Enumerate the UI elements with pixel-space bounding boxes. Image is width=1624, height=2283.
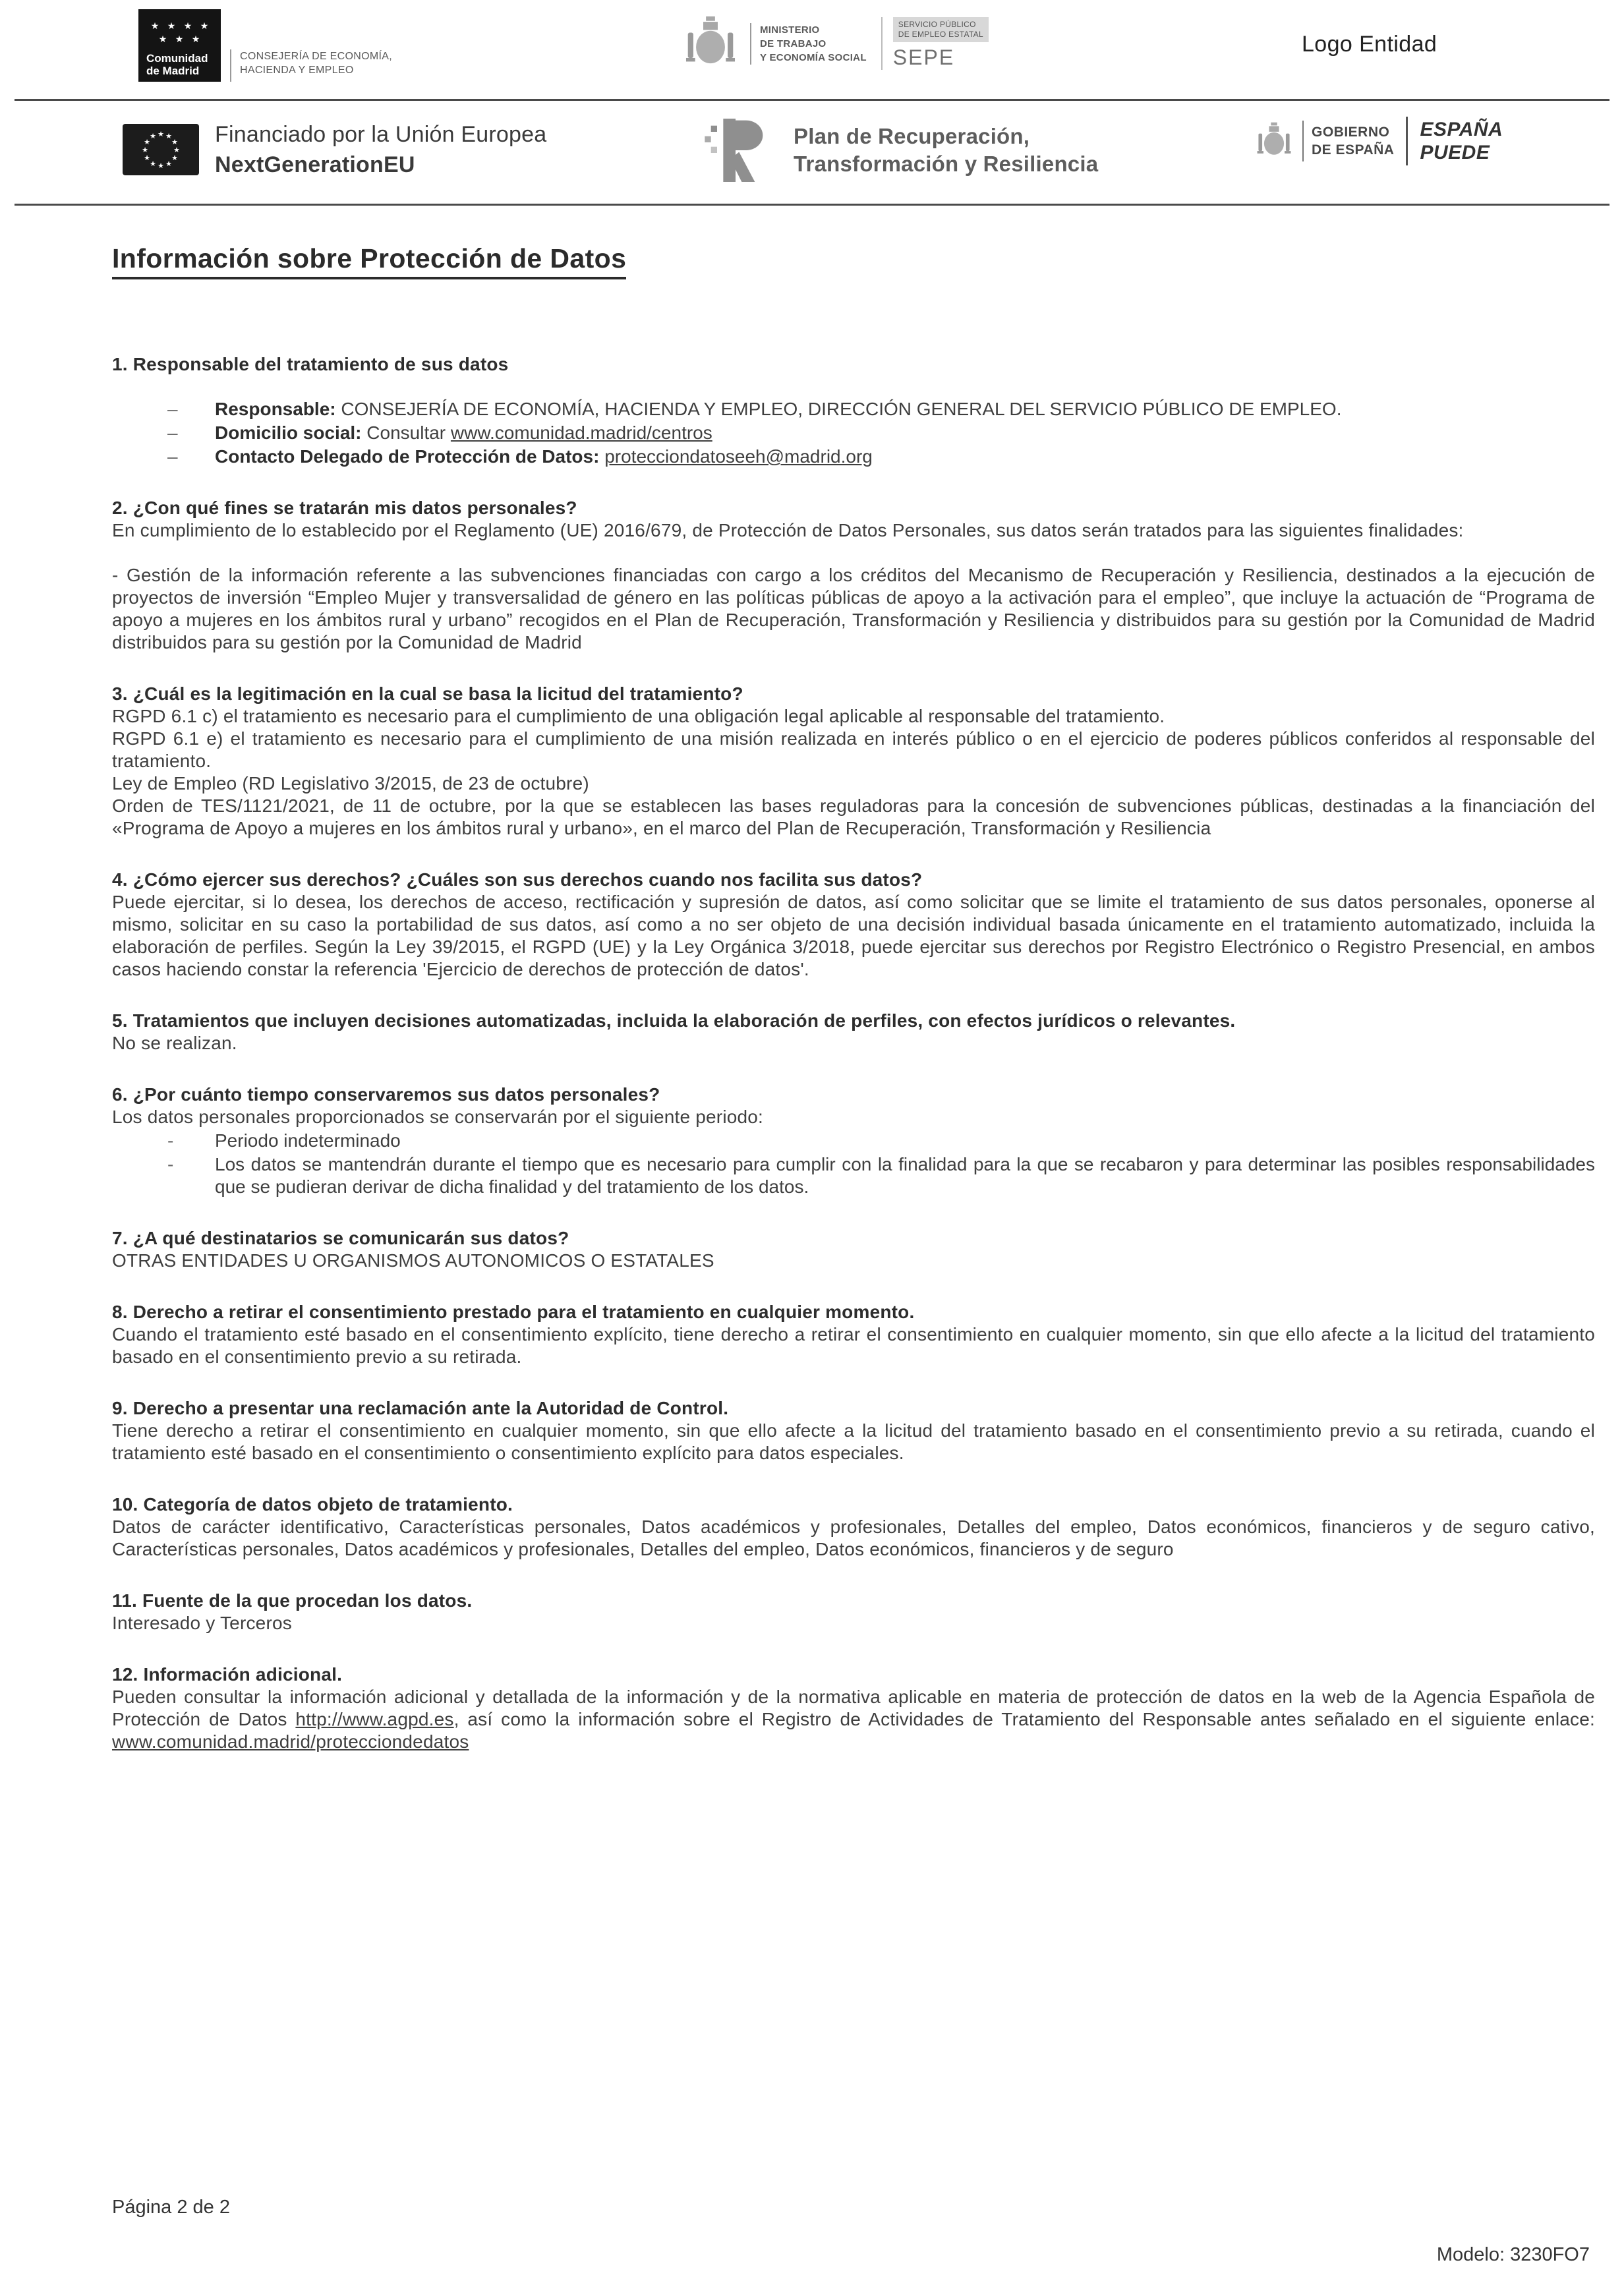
sepe-tag-line2: DE EMPLEO ESTATAL [898,30,983,39]
sepe-wordmark: SEPE [892,45,955,69]
svg-text:★: ★ [183,20,192,31]
header-band [0,0,1624,99]
section-6 [112,1084,1595,1198]
eu-funding-line1: Financiado por la Unión Europea [215,122,547,147]
prtr-line1: Plan de Recuperación, [794,124,1030,148]
section-12-paragraph-1: Pueden consultar la información adicional y detallada de la información y de la normativa aplicable en materia de protección de datos en la web de la Agencia Española de Protección de Datos http://www.agpd.es, así como la información sobre el Registro de Actividades de Tratamiento del Responsable antes señalado en el siguiente enlace: www.comunidad.madrid/protecciondedatos [112,1686,1595,1752]
section-2-paragraph-1: En cumplimiento de lo establecido por el Reglamento (UE) 2016/679, de Protección de Datos Personales, sus datos serán tratados para las siguientes finalidades: [112,519,1464,540]
gobierno-label [1302,121,1406,161]
section-3-paragraph-4: Orden de TES/1121/2021, de 11 de octubre, por la que se establecen las bases reguladoras para la concesión de subvenciones públicas, destinadas a la financiación del «Programa de Apoyo a mujeres en los ámbitos rural y urbano», en el marco del Plan de Recuperación, Transformación y Resiliencia [112,795,1595,838]
section-9-paragraph-1: Tiene derecho a retirar el consentimiento en cualquier momento, sin que ello afecte a la licitud del tratamiento basado en el consentimiento previo a su retirada, cuando el tratamiento esté basado en el consentimiento o consentimiento explícito para datos especiales. [112,1420,1595,1463]
prtr-tr-icon [704,114,783,187]
svg-text:★: ★ [144,138,150,146]
section-10-heading: 10. Categoría de datos objeto de tratamiento. [112,1493,513,1515]
section-4-heading: 4. ¿Cómo ejercer sus derechos? ¿Cuáles son sus derechos cuando nos facilita sus datos? [112,869,923,890]
section-3-paragraph-1: RGPD 6.1 c) el tratamiento es necesario para el cumplimiento de una obligación legal aplicable al responsable del tratamiento. [112,705,1165,726]
gobierno-coat-of-arms-icon [1252,121,1296,161]
svg-text:★: ★ [158,34,167,44]
madrid-name-line1: Comunidad [146,52,208,65]
sepe-service-label [893,17,989,42]
agpd-link[interactable]: http://www.agpd.es [295,1708,454,1729]
list-item-domicilio [112,422,1595,444]
section-3 [112,683,1595,840]
section-8-paragraph-1: Cuando el tratamiento esté basado en el consentimiento explícito, tiene derecho a retirar el consentimiento en cualquier momento, sin que ello afecte a la licitud del tratamiento basado en el consentimiento previo a su retirada. [112,1323,1595,1367]
ministry-label [750,23,867,65]
section-8 [112,1301,1595,1368]
domicilio-label: Domicilio social: [215,422,362,443]
list-item-periodo [112,1130,1595,1152]
list-item-responsable [112,398,1595,420]
list-item-mantenimiento [112,1153,1595,1198]
svg-text:★: ★ [150,20,160,31]
svg-text:★: ★ [142,146,148,154]
section-11-paragraph-1: Interesado y Terceros [112,1612,292,1633]
gobierno-line1: GOBIERNO [1312,125,1390,140]
consejeria-label [230,49,392,82]
proteccion-datos-link[interactable]: www.comunidad.madrid/protecciondedatos [112,1731,469,1752]
sepe-logo-block [881,17,989,70]
section-12-heading: 12. Información adicional. [112,1663,343,1685]
contacto-value [215,446,1595,468]
responsable-label: Responsable: [215,398,336,419]
eu-funding-logo [123,119,546,180]
ministry-line1: MINISTERIO [760,24,820,36]
section-11-heading: 11. Fuente de la que procedan los datos. [112,1590,473,1611]
section-4-paragraph-1: Puede ejercitar, si lo desea, los derechos de acceso, rectificación y supresión de datos, así como solicitar que se limite el tratamiento de sus datos personales, oponerse al mismo, solicitar en su caso la portabilidad de sus datos, así como a no ser objeto de una decisión individual basada únicamente en el tratamiento automatizado, incluida la elaboración de perfiles. Según la Ley 39/2015, el RGPD (UE) y la Ley Orgánica 3/2018, puede ejercitar sus derechos por Registro Electrónico o Registro Presencial, en ambos casos haciendo constar la referencia 'Ejercicio de derechos de protección de datos'. [112,891,1595,979]
svg-text:★: ★ [173,146,180,154]
svg-text:★: ★ [191,34,200,44]
periodo-text: Periodo indeterminado [215,1130,401,1151]
section-8-heading: 8. Derecho a retirar el consentimiento prestado para el tratamiento en cualquier momento. [112,1301,915,1322]
mantenimiento-text: Los datos se mantendrán durante el tiempo que es necesario para cumplir con la finalidad para la que se recabaron y para determinar las posibles responsabilidades que se pudieran derivar de dicha finalidad y del tratamiento de los datos. [215,1153,1595,1197]
svg-text:★: ★ [144,154,150,162]
espana-puede-label [1406,117,1503,165]
section-12 [112,1663,1595,1753]
eu-flag-icon [123,124,199,175]
svg-text:★: ★ [165,132,172,140]
document-content [0,206,1624,1753]
prtr-logo-block [704,114,1098,187]
gobierno-espana-block [1252,117,1503,165]
hyphen-bullet: - [167,1130,174,1151]
section-5-paragraph-1: No se realizan. [112,1032,237,1053]
dash-bullet: – [167,446,178,467]
section-3-heading: 3. ¿Cuál es la legitimación en la cual se basa la licitud del tratamiento? [112,683,743,704]
section-7 [112,1227,1595,1272]
form-model-code: Modelo: 3230FO7 [1436,2244,1590,2265]
svg-text:★: ★ [171,138,178,146]
hyphen-bullet: - [167,1153,174,1174]
centros-link[interactable]: www.comunidad.madrid/centros [450,422,712,443]
madrid-name-line2: de Madrid [146,65,200,77]
svg-text:★: ★ [158,130,164,138]
section-11 [112,1590,1595,1634]
consejeria-line2: HACIENDA Y EMPLEO [240,65,354,76]
section-6-heading: 6. ¿Por cuánto tiempo conservaremos sus datos personales? [112,1084,660,1105]
dash-bullet: – [167,422,178,443]
svg-text:★: ★ [165,160,172,168]
ministry-line2: DE TRABAJO [760,38,826,49]
svg-text:★: ★ [200,20,209,31]
svg-text:★: ★ [150,132,156,140]
espana-line1: ESPAÑA [1420,119,1503,140]
svg-text:★: ★ [171,154,178,162]
ministry-logo-block [679,13,989,74]
sepe-tag-line1: SERVICIO PÚBLICO [898,20,976,29]
eu-funding-label [215,119,546,180]
consejeria-line1: CONSEJERÍA DE ECONOMÍA, [240,50,392,62]
dash-bullet: – [167,398,178,419]
spain-coat-of-arms-icon [679,13,742,74]
section-3-paragraph-3: Ley de Empleo (RD Legislativo 3/2015, de 23 de octubre) [112,772,589,794]
responsable-value: Responsable: CONSEJERÍA DE ECONOMÍA, HACIENDA Y EMPLEO, DIRECCIÓN GENERAL DEL SERVICIO PÚBLICO DE EMPLEO. [215,398,1342,419]
domicilio-value: Domicilio social: Consultar www.comunidad.madrid/centros [215,422,712,443]
section-9-heading: 9. Derecho a presentar una reclamación ante la Autoridad de Control. [112,1397,729,1418]
section-7-paragraph-1: OTRAS ENTIDADES U ORGANISMOS AUTONOMICOS O ESTATALES [112,1250,714,1271]
section-9 [112,1397,1595,1464]
funding-band [0,101,1624,204]
section-10 [112,1493,1595,1561]
eu-funding-line2: NextGenerationEU [215,152,415,177]
section-1-heading: 1. Responsable del tratamiento de sus datos [112,353,509,374]
svg-text:★: ★ [150,160,156,168]
section-7-heading: 7. ¿A qué destinatarios se comunicarán sus datos? [112,1227,569,1248]
comunidad-madrid-flag-icon [138,9,221,82]
section-5 [112,1010,1595,1055]
section-5-heading: 5. Tratamientos que incluyen decisiones automatizadas, incluida la elaboración de perfiles, con efectos jurídicos o relevantes. [112,1010,1236,1031]
page-title: Información sobre Protección de Datos [112,243,626,279]
section-3-paragraph-2: RGPD 6.1 e) el tratamiento es necesario para el cumplimiento de una misión realizada en interés público o en el ejercicio de poderes públicos conferidos al responsable del tratamiento. [112,728,1595,771]
comunidad-madrid-logo [138,9,392,82]
dpd-email-link[interactable]: protecciondatoseeh@madrid.org [604,446,873,467]
section-2-heading: 2. ¿Con qué fines se tratarán mis datos personales? [112,497,577,518]
section-10-paragraph-1: Datos de carácter identificativo, Características personales, Datos académicos y profesionales, Detalles del empleo, Datos económicos, financieros y de seguro cativo, Características personales, Datos académicos y profesionales, Detalles del empleo, Datos económicos, financieros y de seguro [112,1516,1595,1559]
entity-logo-placeholder: Logo Entidad [1302,32,1437,57]
espana-line2: PUEDE [1420,142,1490,163]
section-4 [112,869,1595,981]
svg-text:★: ★ [167,20,176,31]
svg-text:★: ★ [175,34,184,44]
section-2 [112,497,1595,654]
section-1 [112,353,1595,468]
gobierno-line2: DE ESPAÑA [1312,142,1395,158]
prtr-line2: Transformación y Resiliencia [794,152,1099,176]
svg-text:★: ★ [158,162,164,170]
contacto-label: Contacto Delegado de Protección de Datos: [215,446,600,467]
list-item-contacto-dpd [112,446,1595,468]
section-6-intro: Los datos personales proporcionados se conservarán por el siguiente periodo: [112,1106,764,1127]
section-2-paragraph-2: - Gestión de la información referente a las subvenciones financiadas con cargo a los créditos del Mecanismo de Recuperación y Resiliencia, destinados a la ejecución de proyectos de inversión “Empleo Mujer y transversalidad de género en las políticas públicas de apoyo a la activación para el empleo”, que incluye la actuación de “Programa de apoyo a mujeres en los ámbitos rural y urbano” recogidos en el Plan de Recuperación, Transformación y Resiliencia y distribuidos para su gestión por la Comunidad de Madrid distribuidos para su gestión por la Comunidad de Madrid [112,564,1595,652]
page-number: Página 2 de 2 [112,2197,230,2218]
ministry-line3: Y ECONOMÍA SOCIAL [760,51,867,63]
prtr-label [794,123,1098,178]
